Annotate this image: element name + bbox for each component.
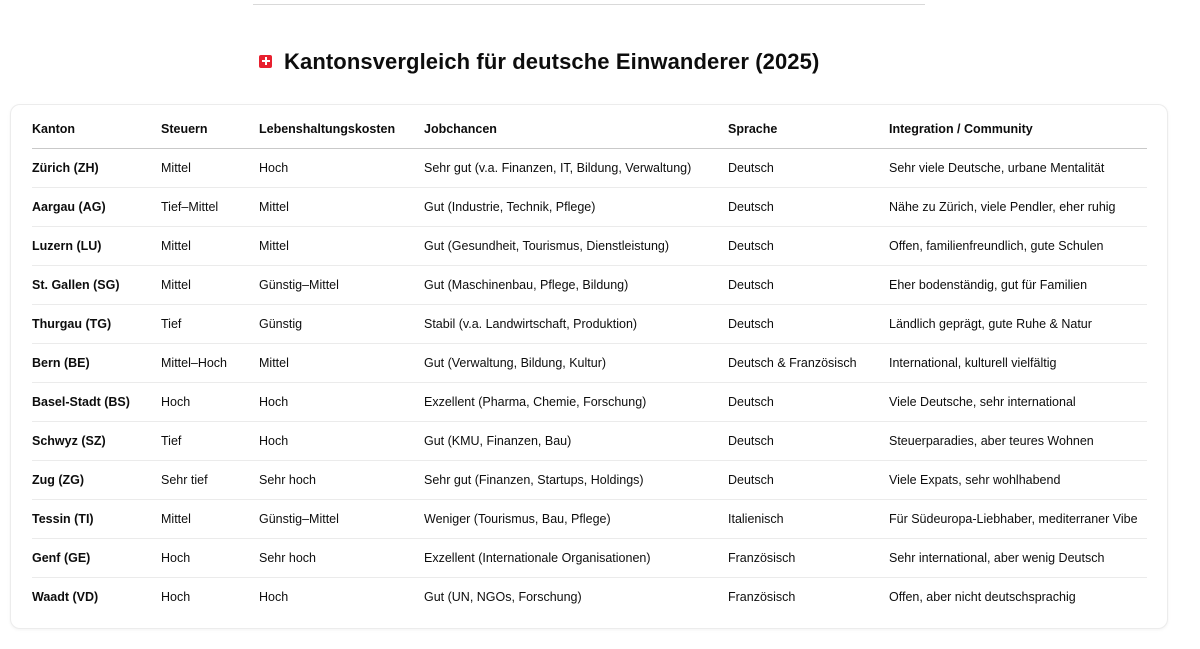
- cell-sprache: Französisch: [728, 590, 796, 604]
- table-row: [32, 188, 1147, 227]
- table-row: [32, 578, 1147, 617]
- cell-sprache: Deutsch: [728, 422, 889, 461]
- comparison-table-card: [10, 104, 1168, 629]
- table-row: [32, 227, 1147, 266]
- cell-jobchancen: Sehr gut (v.a. Finanzen, IT, Bildung, Verwaltung): [424, 149, 728, 188]
- header-jobchancen: Jobchancen: [424, 110, 728, 149]
- cell-kanton: Tessin (TI): [32, 500, 161, 539]
- cell-jobchancen: Gut (Maschinenbau, Pflege, Bildung): [424, 266, 728, 305]
- cell-steuern: Mittel–Hoch: [161, 344, 259, 383]
- cell-sprache: Deutsch: [728, 266, 889, 305]
- cell-steuern: Tief–Mittel: [161, 188, 259, 227]
- cell-sprache: Deutsch: [728, 188, 889, 227]
- cell-integration: Für Südeuropa-Liebhaber, mediterraner Vibe: [889, 500, 1147, 539]
- cell-jobchancen: Gut (UN, NGOs, Forschung): [424, 590, 582, 604]
- cell-lebenshaltungskosten: Mittel: [259, 344, 424, 383]
- cell-steuern: Mittel: [161, 266, 259, 305]
- table-row: [32, 149, 1147, 188]
- cell-jobchancen: Stabil (v.a. Landwirtschaft, Produktion): [424, 305, 728, 344]
- table-row: [32, 461, 1147, 500]
- page-title: Kantonsvergleich für deutsche Einwanderer (2025): [284, 49, 820, 74]
- cell-steuern: Tief: [161, 422, 259, 461]
- cell-lebenshaltungskosten: Sehr hoch: [259, 539, 424, 578]
- cell-steuern: Mittel: [161, 500, 259, 539]
- canton-comparison-table: [32, 110, 1147, 616]
- cell-lebenshaltungskosten: Günstig–Mittel: [259, 500, 424, 539]
- cell-jobchancen: Sehr gut (Finanzen, Startups, Holdings): [424, 461, 728, 500]
- cell-lebenshaltungskosten: Günstig: [259, 305, 424, 344]
- cell-jobchancen: Gut (KMU, Finanzen, Bau): [424, 422, 728, 461]
- cell-sprache: Deutsch: [728, 227, 889, 266]
- top-divider: [253, 4, 925, 5]
- cell-integration: Offen, aber nicht deutschsprachig: [889, 590, 1076, 604]
- cell-lebenshaltungskosten: Günstig–Mittel: [259, 266, 424, 305]
- cell-sprache: Deutsch & Französisch: [728, 344, 889, 383]
- cell-integration: Steuerparadies, aber teures Wohnen: [889, 422, 1147, 461]
- table-row: [32, 344, 1147, 383]
- cell-sprache: Deutsch: [728, 461, 889, 500]
- table-row: [32, 305, 1147, 344]
- cell-jobchancen: Gut (Industrie, Technik, Pflege): [424, 188, 728, 227]
- cell-sprache: Deutsch: [728, 305, 889, 344]
- table-header-row: [32, 110, 1147, 149]
- cell-integration: Viele Deutsche, sehr international: [889, 383, 1147, 422]
- cell-steuern: Tief: [161, 305, 259, 344]
- table-row: [32, 500, 1147, 539]
- table-row: [32, 383, 1147, 422]
- cell-kanton: Zug (ZG): [32, 461, 161, 500]
- cell-kanton: Waadt (VD): [32, 590, 99, 604]
- cell-lebenshaltungskosten: Mittel: [259, 188, 424, 227]
- cell-kanton: Aargau (AG): [32, 188, 161, 227]
- cell-lebenshaltungskosten: Mittel: [259, 227, 424, 266]
- cell-kanton: St. Gallen (SG): [32, 266, 161, 305]
- table-row: [32, 266, 1147, 305]
- cell-steuern: Mittel: [161, 227, 259, 266]
- header-steuern: Steuern: [161, 110, 259, 149]
- cell-kanton: Basel-Stadt (BS): [32, 383, 161, 422]
- cell-kanton: Luzern (LU): [32, 227, 161, 266]
- cell-kanton: Genf (GE): [32, 539, 161, 578]
- cell-jobchancen: Exzellent (Internationale Organisationen): [424, 539, 728, 578]
- header-lebenshaltungskosten: Lebenshaltungskosten: [259, 110, 424, 149]
- cell-integration: Offen, familienfreundlich, gute Schulen: [889, 227, 1147, 266]
- cell-integration: Sehr viele Deutsche, urbane Mentalität: [889, 149, 1147, 188]
- cell-steuern: Mittel: [161, 149, 259, 188]
- cell-jobchancen: Gut (Gesundheit, Tourismus, Dienstleistung): [424, 227, 728, 266]
- cell-integration: Eher bodenständig, gut für Familien: [889, 266, 1147, 305]
- cell-integration: Ländlich geprägt, gute Ruhe & Natur: [889, 305, 1147, 344]
- cell-jobchancen: Gut (Verwaltung, Bildung, Kultur): [424, 344, 728, 383]
- cell-sprache: Deutsch: [728, 149, 889, 188]
- cell-jobchancen: Weniger (Tourismus, Bau, Pflege): [424, 500, 728, 539]
- cell-steuern: Sehr tief: [161, 461, 259, 500]
- cell-lebenshaltungskosten: Hoch: [259, 383, 424, 422]
- cell-lebenshaltungskosten: Sehr hoch: [259, 461, 424, 500]
- header-integration: Integration / Community: [889, 110, 1147, 149]
- cell-kanton: Thurgau (TG): [32, 305, 161, 344]
- cell-lebenshaltungskosten: Hoch: [259, 422, 424, 461]
- cell-sprache: Deutsch: [728, 383, 889, 422]
- page-heading: [259, 46, 819, 78]
- cell-integration: Viele Expats, sehr wohlhabend: [889, 461, 1147, 500]
- cell-jobchancen: Exzellent (Pharma, Chemie, Forschung): [424, 383, 728, 422]
- cell-integration: Nähe zu Zürich, viele Pendler, eher ruhig: [889, 188, 1147, 227]
- cell-lebenshaltungskosten: Hoch: [259, 149, 424, 188]
- cell-integration: International, kulturell vielfältig: [889, 344, 1147, 383]
- cell-sprache: Französisch: [728, 539, 889, 578]
- cell-steuern: Hoch: [161, 383, 259, 422]
- cell-steuern: Hoch: [161, 590, 191, 604]
- cell-kanton: Schwyz (SZ): [32, 422, 161, 461]
- cell-steuern: Hoch: [161, 539, 259, 578]
- cell-kanton: Bern (BE): [32, 344, 161, 383]
- cell-lebenshaltungskosten: Hoch: [259, 590, 289, 604]
- swiss-flag-icon: [259, 55, 272, 68]
- header-sprache: Sprache: [728, 110, 889, 149]
- table-row: [32, 539, 1147, 578]
- cell-sprache: Italienisch: [728, 500, 889, 539]
- cell-integration: Sehr international, aber wenig Deutsch: [889, 539, 1147, 578]
- table-row: [32, 422, 1147, 461]
- header-kanton: Kanton: [32, 110, 161, 149]
- cell-kanton: Zürich (ZH): [32, 149, 161, 188]
